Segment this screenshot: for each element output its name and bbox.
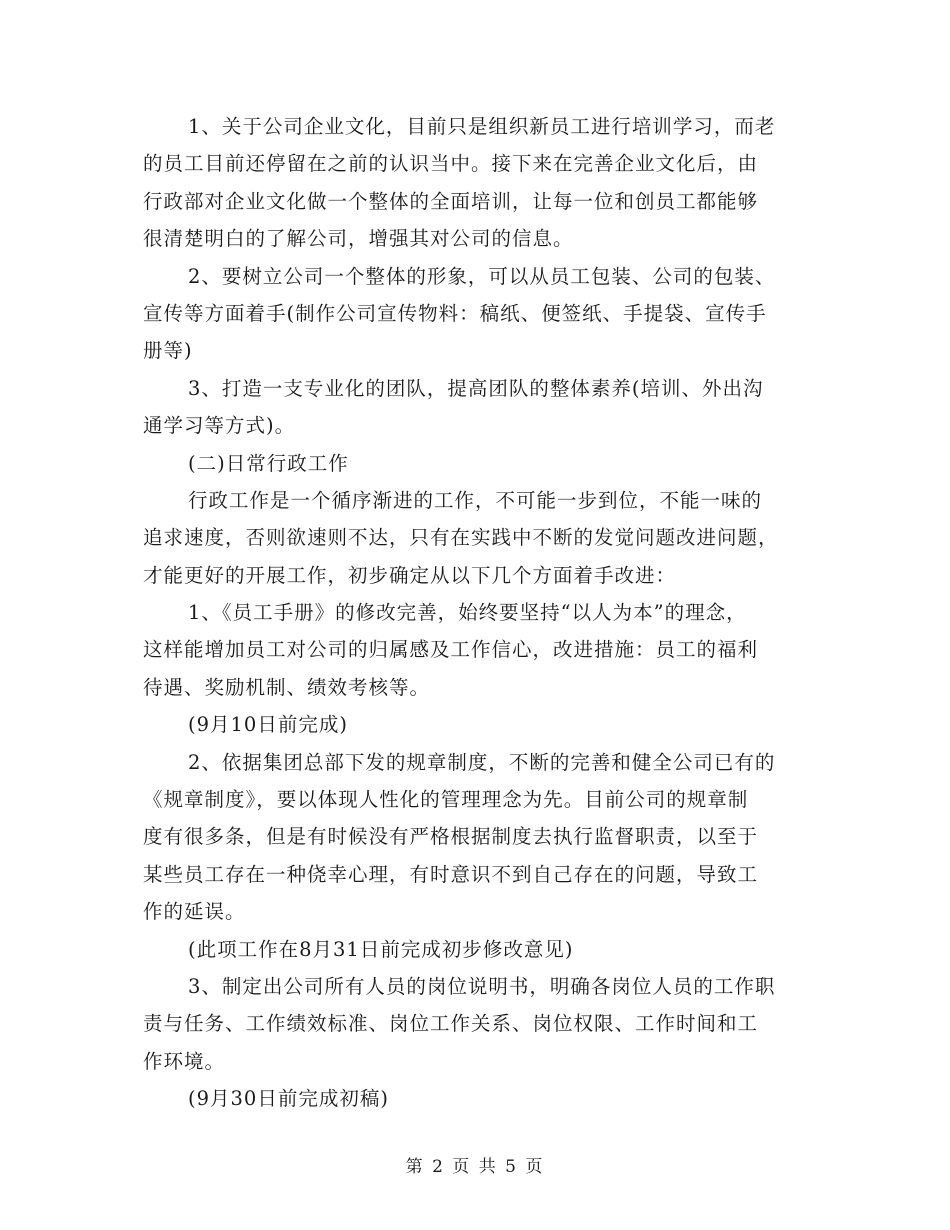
text-line: 通学习等方式)。 [143, 414, 296, 438]
text-line: (9月30日前完成初稿) [188, 1087, 389, 1111]
text-line: 度有很多条，但是有时候没有严格根据制度去执行监督职责，以至于 [143, 825, 759, 849]
text-line: 3、制定出公司所有人员的岗位说明书，明确各岗位人员的工作职 [188, 974, 776, 998]
text-line: 责与任务、工作绩效标准、岗位工作关系、岗位权限、工作时间和工 [143, 1012, 759, 1036]
text-line: 2、要树立公司一个整体的形象，可以从员工包装、公司的包装、 [188, 264, 776, 288]
text-line: 3、打造一支专业化的团队，提高团队的整体素养(培训、外出沟 [188, 376, 764, 400]
text-line: 1、关于公司企业文化，目前只是组织新员工进行培训学习，而老 [188, 115, 776, 138]
text-line: (二)日常行政工作 [188, 451, 349, 475]
text-line: 这样能增加员工对公司的归属感及工作信心，改进措施：员工的福利 [143, 638, 759, 662]
text-line: 追求速度，否则欲速则不达，只有在实践中不断的发觉问题改进问题， [143, 526, 779, 550]
text-line: 宣传等方面着手(制作公司宣传物料：稿纸、便签纸、手提袋、宣传手 [143, 301, 767, 325]
text-line: (9月10日前完成) [188, 713, 348, 737]
text-line: 很清楚明白的了解公司，增强其对公司的信息。 [143, 227, 574, 251]
page-number-footer: 第 2 页 共 5 页 [405, 1157, 545, 1177]
document-body [143, 108, 813, 1118]
text-line: 作的延误。 [143, 900, 246, 924]
text-line: 某些员工存在一种侥幸心理，有时意识不到自己存在的问题，导致工 [143, 862, 759, 886]
text-line: 1、《员工手册》的修改完善，始终要坚持“以人为本”的理念， [188, 601, 747, 625]
text-line: 行政部对企业文化做一个整体的全面培训，让每一位和创员工都能够 [143, 189, 759, 213]
text-line: 的员工目前还停留在之前的认识当中。接下来在完善企业文化后，由 [143, 152, 759, 176]
text-line: 才能更好的开展工作，初步确定从以下几个方面着手改进： [143, 563, 677, 587]
text-line: 2、依据集团总部下发的规章制度，不断的完善和健全公司已有的 [188, 750, 776, 774]
text-line: 作环境。 [143, 1049, 226, 1073]
text-line: 《规章制度》，要以体现人性化的管理理念为先。目前公司的规章制 [143, 788, 749, 812]
text-line: (此项工作在8月31日前完成初步修改意见) [188, 937, 574, 961]
text-line: 册等) [143, 339, 193, 363]
text-line: 待遇、奖励机制、绩效考核等。 [143, 675, 431, 699]
text-line: 行政工作是一个循序渐进的工作，不可能一步到位，不能一味的 [188, 488, 763, 512]
